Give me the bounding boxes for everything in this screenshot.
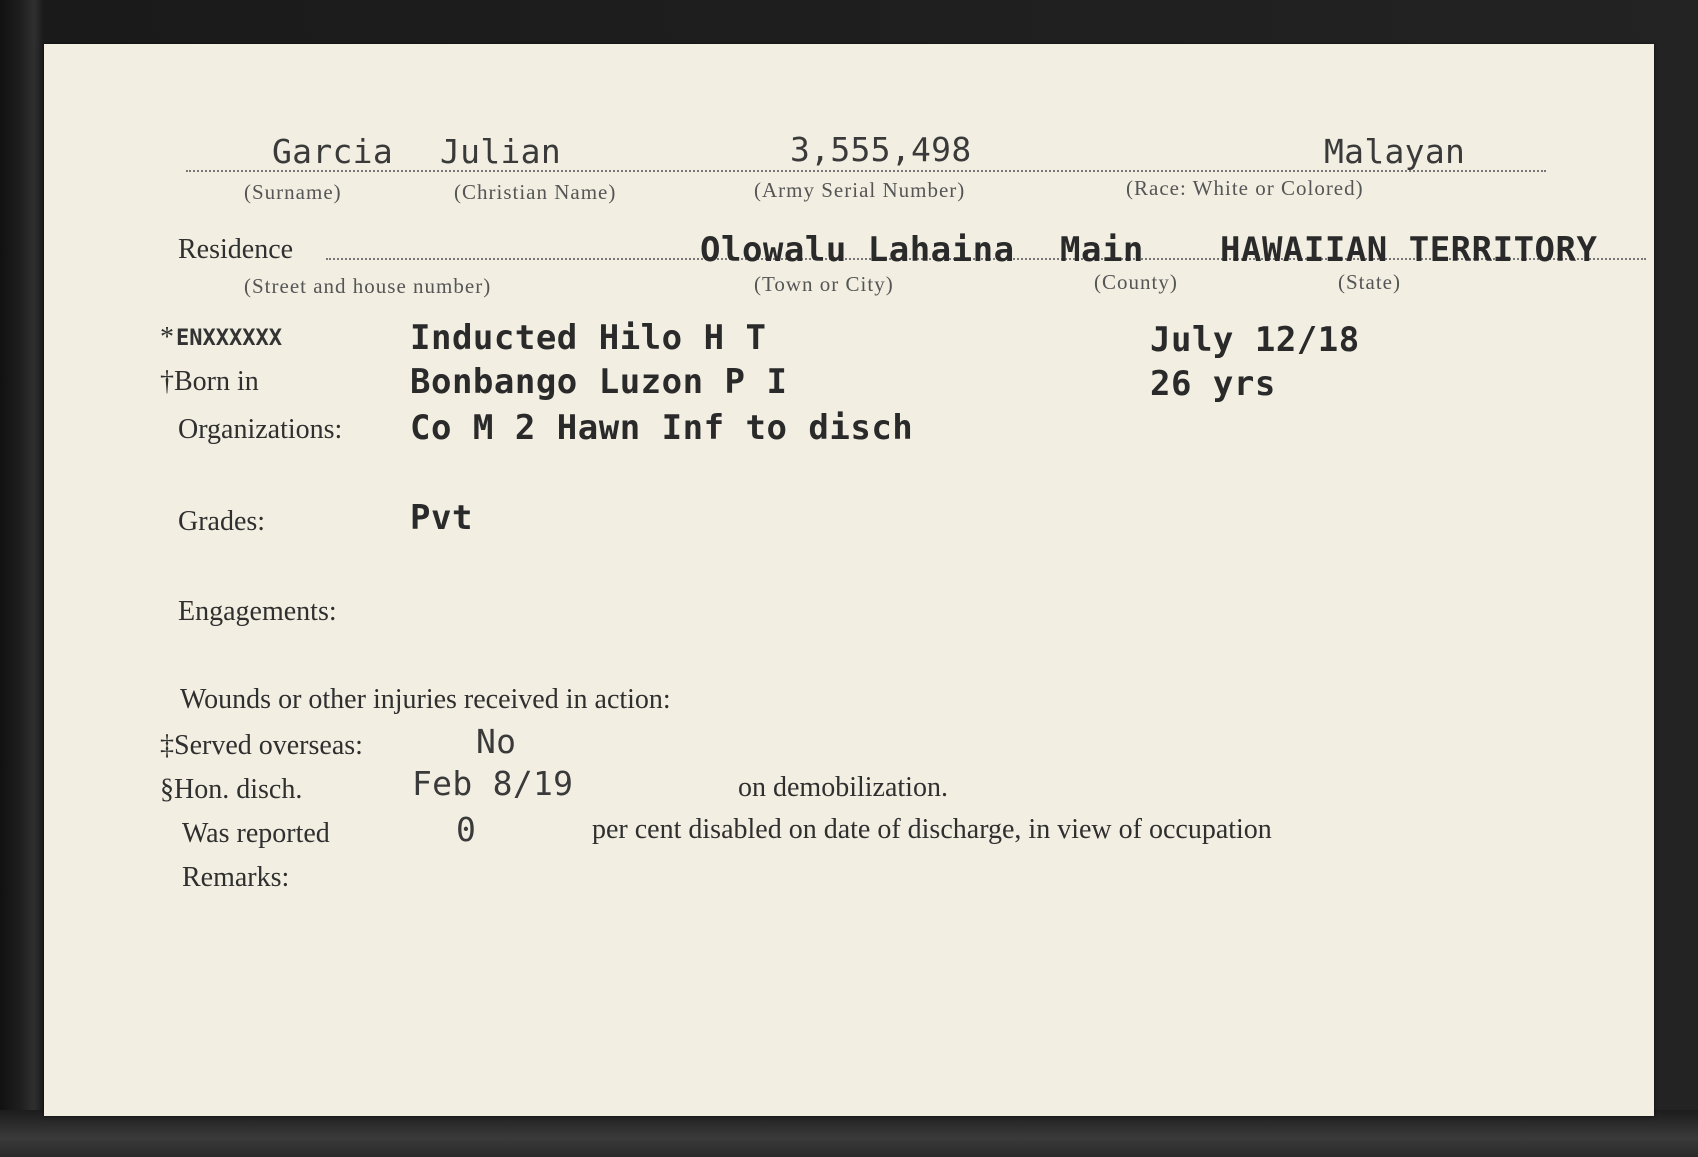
discharge-date: Feb 8/19 xyxy=(412,764,574,803)
street-caption: (Street and house number) xyxy=(244,274,492,298)
enlisted-struck-label: ENXXXXXX xyxy=(176,326,282,351)
residence-label: Residence xyxy=(178,234,294,265)
surname-value: Garcia xyxy=(272,132,394,171)
born-value: Bonbango Luzon P I xyxy=(410,362,788,402)
christian-name-caption: (Christian Name) xyxy=(454,180,617,204)
residence-county-value: Main xyxy=(1060,230,1144,270)
reported-label: Was reported xyxy=(182,818,330,849)
overseas-label: ‡Served overseas: xyxy=(160,730,363,761)
surname-caption: (Surname) xyxy=(244,180,342,204)
born-age: 26 yrs xyxy=(1150,364,1276,404)
residence-town-value: Olowalu Lahaina xyxy=(700,230,1015,270)
state-caption: (State) xyxy=(1338,270,1401,294)
enlisted-prefix: * xyxy=(160,322,174,353)
county-caption: (County) xyxy=(1094,270,1178,294)
race-caption: (Race: White or Colored) xyxy=(1126,176,1364,200)
background-frame-bottom xyxy=(0,1110,1698,1157)
grades-label: Grades: xyxy=(178,506,266,537)
reported-suffix: per cent disabled on date of discharge, in view of occupation xyxy=(592,814,1272,845)
race-value: Malayan xyxy=(1324,132,1466,171)
enlisted-value: Inducted Hilo H T xyxy=(410,318,767,358)
organizations-value: Co M 2 Hawn Inf to disch xyxy=(410,408,914,448)
serial-number-caption: (Army Serial Number) xyxy=(754,178,966,202)
residence-state-value: HAWAIIAN TERRITORY xyxy=(1220,230,1598,270)
discharge-suffix: on demobilization. xyxy=(738,772,948,803)
service-record-card xyxy=(44,44,1654,1116)
engagements-label: Engagements: xyxy=(178,596,337,627)
remarks-label: Remarks: xyxy=(182,862,290,893)
overseas-value: No xyxy=(476,722,517,761)
grades-value: Pvt xyxy=(410,498,473,538)
town-caption: (Town or City) xyxy=(754,272,894,296)
discharge-label: §Hon. disch. xyxy=(160,774,303,805)
serial-number-value: 3,555,498 xyxy=(790,130,972,169)
organizations-label: Organizations: xyxy=(178,414,343,445)
christian-name-value: Julian xyxy=(440,132,562,171)
reported-value: 0 xyxy=(456,810,477,849)
wounds-label: Wounds or other injuries received in action: xyxy=(180,684,671,715)
born-label: †Born in xyxy=(160,366,259,397)
enlisted-date: July 12/18 xyxy=(1150,320,1360,360)
